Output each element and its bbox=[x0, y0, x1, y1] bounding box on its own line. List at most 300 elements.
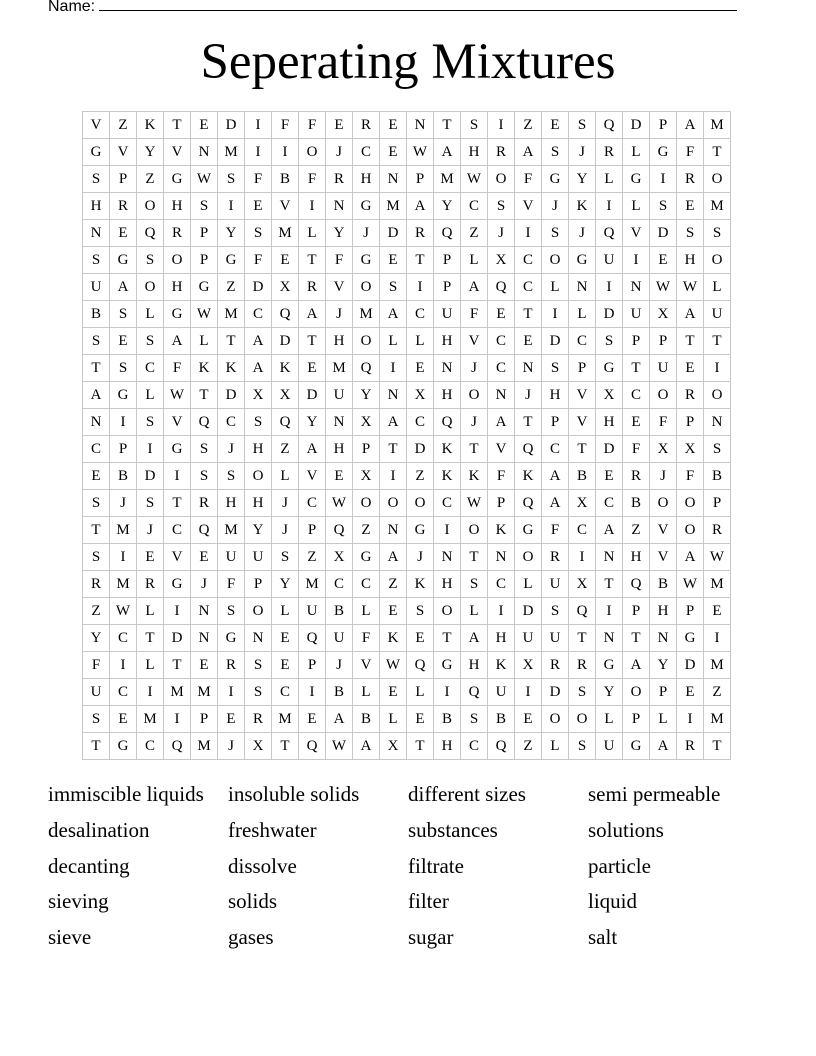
grid-cell: Y bbox=[245, 517, 272, 544]
grid-cell: R bbox=[542, 652, 569, 679]
grid-row bbox=[83, 598, 731, 625]
grid-row bbox=[83, 274, 731, 301]
grid-cell: L bbox=[137, 598, 164, 625]
grid-cell: X bbox=[353, 409, 380, 436]
grid-cell: X bbox=[596, 382, 623, 409]
grid-cell: W bbox=[191, 166, 218, 193]
grid-cell: V bbox=[650, 517, 677, 544]
grid-cell: H bbox=[434, 328, 461, 355]
grid-cell: E bbox=[272, 652, 299, 679]
grid-cell: P bbox=[407, 166, 434, 193]
grid-cell: X bbox=[677, 436, 704, 463]
grid-cell: U bbox=[434, 301, 461, 328]
grid-cell: E bbox=[299, 355, 326, 382]
grid-cell: L bbox=[353, 679, 380, 706]
grid-cell: K bbox=[407, 571, 434, 598]
grid-cell: X bbox=[326, 544, 353, 571]
grid-cell: D bbox=[677, 652, 704, 679]
grid-cell: S bbox=[272, 544, 299, 571]
grid-cell: E bbox=[218, 706, 245, 733]
grid-cell: J bbox=[542, 193, 569, 220]
grid-cell: X bbox=[407, 382, 434, 409]
grid-cell: S bbox=[569, 112, 596, 139]
grid-cell: R bbox=[191, 490, 218, 517]
grid-cell: M bbox=[218, 139, 245, 166]
grid-cell: N bbox=[569, 274, 596, 301]
grid-cell: O bbox=[137, 193, 164, 220]
grid-cell: Z bbox=[299, 544, 326, 571]
grid-cell: X bbox=[569, 571, 596, 598]
grid-cell: F bbox=[542, 517, 569, 544]
grid-cell: S bbox=[488, 193, 515, 220]
grid-cell: O bbox=[245, 598, 272, 625]
grid-cell: R bbox=[677, 166, 704, 193]
grid-cell: T bbox=[407, 247, 434, 274]
grid-cell: E bbox=[677, 355, 704, 382]
grid-cell: O bbox=[542, 247, 569, 274]
grid-cell: S bbox=[677, 220, 704, 247]
grid-cell: V bbox=[326, 274, 353, 301]
grid-cell: G bbox=[110, 382, 137, 409]
grid-cell: A bbox=[299, 301, 326, 328]
grid-cell: C bbox=[488, 571, 515, 598]
grid-cell: S bbox=[380, 274, 407, 301]
grid-cell: K bbox=[515, 463, 542, 490]
grid-cell: V bbox=[461, 328, 488, 355]
grid-cell: J bbox=[515, 382, 542, 409]
grid-cell: I bbox=[677, 706, 704, 733]
grid-row bbox=[83, 328, 731, 355]
grid-cell: F bbox=[164, 355, 191, 382]
grid-cell: Y bbox=[650, 652, 677, 679]
grid-cell: J bbox=[488, 220, 515, 247]
grid-cell: P bbox=[434, 247, 461, 274]
grid-cell: D bbox=[623, 112, 650, 139]
grid-row bbox=[83, 382, 731, 409]
grid-cell: O bbox=[353, 328, 380, 355]
grid-cell: U bbox=[542, 625, 569, 652]
grid-cell: D bbox=[218, 382, 245, 409]
grid-cell: M bbox=[704, 193, 731, 220]
grid-cell: R bbox=[245, 706, 272, 733]
grid-cell: P bbox=[245, 571, 272, 598]
grid-cell: C bbox=[110, 625, 137, 652]
grid-row bbox=[83, 301, 731, 328]
grid-cell: O bbox=[704, 382, 731, 409]
grid-cell: S bbox=[83, 706, 110, 733]
grid-cell: E bbox=[704, 598, 731, 625]
grid-cell: H bbox=[83, 193, 110, 220]
grid-cell: C bbox=[515, 247, 542, 274]
grid-cell: I bbox=[407, 274, 434, 301]
grid-cell: G bbox=[623, 733, 650, 760]
grid-cell: L bbox=[650, 706, 677, 733]
grid-cell: B bbox=[623, 490, 650, 517]
grid-cell: T bbox=[677, 328, 704, 355]
word-bank-item: substances bbox=[408, 817, 498, 842]
grid-cell: W bbox=[461, 166, 488, 193]
grid-cell: T bbox=[191, 382, 218, 409]
grid-cell: J bbox=[137, 517, 164, 544]
grid-cell: T bbox=[164, 112, 191, 139]
grid-cell: B bbox=[434, 706, 461, 733]
grid-cell: A bbox=[542, 463, 569, 490]
grid-cell: K bbox=[434, 463, 461, 490]
grid-cell: H bbox=[245, 436, 272, 463]
grid-cell: V bbox=[569, 409, 596, 436]
grid-cell: T bbox=[407, 733, 434, 760]
grid-cell: F bbox=[218, 571, 245, 598]
word-bank-item: solutions bbox=[588, 817, 664, 842]
grid-cell: M bbox=[704, 112, 731, 139]
grid-cell: E bbox=[272, 625, 299, 652]
grid-cell: C bbox=[488, 355, 515, 382]
grid-cell: S bbox=[191, 463, 218, 490]
grid-cell: G bbox=[164, 436, 191, 463]
grid-cell: J bbox=[272, 490, 299, 517]
grid-cell: D bbox=[218, 112, 245, 139]
grid-cell: D bbox=[596, 301, 623, 328]
grid-cell: A bbox=[596, 517, 623, 544]
grid-cell: C bbox=[272, 679, 299, 706]
grid-cell: G bbox=[164, 571, 191, 598]
grid-cell: R bbox=[110, 193, 137, 220]
grid-cell: O bbox=[353, 274, 380, 301]
grid-cell: I bbox=[650, 166, 677, 193]
grid-cell: C bbox=[569, 517, 596, 544]
grid-cell: S bbox=[83, 247, 110, 274]
grid-row bbox=[83, 193, 731, 220]
grid-cell: C bbox=[407, 301, 434, 328]
grid-cell: O bbox=[461, 517, 488, 544]
grid-cell: H bbox=[164, 274, 191, 301]
grid-cell: N bbox=[380, 166, 407, 193]
name-label: Name: bbox=[48, 0, 96, 15]
grid-cell: M bbox=[191, 733, 218, 760]
grid-cell: N bbox=[623, 274, 650, 301]
grid-cell: N bbox=[488, 544, 515, 571]
grid-cell: N bbox=[83, 409, 110, 436]
grid-cell: O bbox=[677, 490, 704, 517]
grid-cell: C bbox=[110, 679, 137, 706]
grid-cell: L bbox=[380, 706, 407, 733]
grid-cell: M bbox=[434, 166, 461, 193]
grid-cell: E bbox=[191, 112, 218, 139]
grid-cell: H bbox=[353, 166, 380, 193]
grid-cell: M bbox=[218, 517, 245, 544]
grid-cell: L bbox=[515, 571, 542, 598]
grid-cell: R bbox=[569, 652, 596, 679]
grid-cell: E bbox=[110, 328, 137, 355]
grid-row bbox=[83, 355, 731, 382]
grid-cell: H bbox=[542, 382, 569, 409]
grid-cell: S bbox=[191, 193, 218, 220]
grid-cell: S bbox=[137, 328, 164, 355]
grid-cell: N bbox=[488, 382, 515, 409]
grid-cell: L bbox=[191, 328, 218, 355]
grid-cell: H bbox=[434, 733, 461, 760]
grid-cell: S bbox=[245, 220, 272, 247]
grid-cell: P bbox=[110, 436, 137, 463]
grid-cell: D bbox=[407, 436, 434, 463]
grid-cell: N bbox=[326, 193, 353, 220]
grid-cell: E bbox=[542, 112, 569, 139]
grid-cell: H bbox=[596, 409, 623, 436]
grid-cell: T bbox=[299, 328, 326, 355]
grid-cell: S bbox=[218, 598, 245, 625]
grid-cell: S bbox=[704, 220, 731, 247]
grid-cell: T bbox=[569, 436, 596, 463]
grid-cell: E bbox=[380, 247, 407, 274]
grid-cell: Y bbox=[272, 571, 299, 598]
grid-cell: C bbox=[299, 490, 326, 517]
grid-cell: A bbox=[461, 274, 488, 301]
grid-cell: A bbox=[407, 193, 434, 220]
grid-cell: I bbox=[299, 679, 326, 706]
grid-cell: Z bbox=[623, 517, 650, 544]
grid-cell: A bbox=[245, 355, 272, 382]
grid-cell: T bbox=[83, 517, 110, 544]
grid-cell: W bbox=[380, 652, 407, 679]
grid-cell: Q bbox=[488, 733, 515, 760]
grid-cell: J bbox=[218, 436, 245, 463]
word-bank-item: filtrate bbox=[408, 853, 464, 878]
grid-cell: S bbox=[110, 301, 137, 328]
grid-cell: F bbox=[245, 166, 272, 193]
grid-cell: D bbox=[164, 625, 191, 652]
grid-cell: J bbox=[110, 490, 137, 517]
grid-cell: L bbox=[704, 274, 731, 301]
grid-cell: Z bbox=[137, 166, 164, 193]
grid-cell: T bbox=[704, 328, 731, 355]
name-underline bbox=[99, 0, 737, 11]
grid-cell: W bbox=[407, 139, 434, 166]
grid-cell: Q bbox=[137, 220, 164, 247]
grid-cell: P bbox=[542, 409, 569, 436]
grid-cell: S bbox=[83, 328, 110, 355]
grid-cell: A bbox=[623, 652, 650, 679]
grid-cell: O bbox=[650, 382, 677, 409]
grid-cell: C bbox=[461, 193, 488, 220]
grid-cell: I bbox=[110, 544, 137, 571]
grid-cell: H bbox=[434, 382, 461, 409]
grid-cell: J bbox=[407, 544, 434, 571]
grid-cell: P bbox=[650, 112, 677, 139]
grid-cell: A bbox=[245, 328, 272, 355]
grid-cell: I bbox=[488, 598, 515, 625]
grid-cell: O bbox=[164, 247, 191, 274]
grid-cell: G bbox=[596, 652, 623, 679]
grid-cell: O bbox=[434, 598, 461, 625]
grid-cell: V bbox=[623, 220, 650, 247]
grid-cell: A bbox=[650, 733, 677, 760]
grid-cell: R bbox=[326, 166, 353, 193]
grid-cell: Q bbox=[164, 733, 191, 760]
word-bank-item: different sizes bbox=[408, 782, 526, 806]
grid-cell: R bbox=[677, 382, 704, 409]
grid-cell: F bbox=[326, 247, 353, 274]
page-title: Seperating Mixtures bbox=[200, 34, 616, 90]
grid-cell: E bbox=[110, 706, 137, 733]
grid-cell: G bbox=[515, 517, 542, 544]
grid-cell: J bbox=[326, 301, 353, 328]
grid-cell: S bbox=[110, 355, 137, 382]
grid-cell: M bbox=[704, 652, 731, 679]
grid-cell: L bbox=[380, 328, 407, 355]
grid-cell: A bbox=[353, 733, 380, 760]
grid-cell: G bbox=[569, 247, 596, 274]
grid-cell: C bbox=[353, 139, 380, 166]
grid-cell: A bbox=[326, 706, 353, 733]
grid-cell: T bbox=[434, 112, 461, 139]
grid-cell: P bbox=[191, 247, 218, 274]
grid-cell: G bbox=[353, 193, 380, 220]
word-bank-item: immiscible liquids bbox=[48, 782, 204, 806]
grid-row bbox=[83, 517, 731, 544]
grid-cell: I bbox=[623, 247, 650, 274]
grid-cell: B bbox=[569, 463, 596, 490]
grid-cell: G bbox=[677, 625, 704, 652]
grid-cell: I bbox=[164, 463, 191, 490]
grid-cell: S bbox=[137, 409, 164, 436]
grid-cell: G bbox=[110, 733, 137, 760]
grid-cell: W bbox=[677, 571, 704, 598]
grid-cell: Q bbox=[515, 490, 542, 517]
grid-cell: I bbox=[110, 652, 137, 679]
grid-cell: A bbox=[434, 139, 461, 166]
grid-cell: Q bbox=[299, 625, 326, 652]
grid-cell: R bbox=[542, 544, 569, 571]
grid-cell: K bbox=[488, 517, 515, 544]
grid-cell: F bbox=[272, 112, 299, 139]
grid-cell: F bbox=[353, 625, 380, 652]
grid-cell: E bbox=[380, 679, 407, 706]
grid-row bbox=[83, 409, 731, 436]
grid-cell: T bbox=[704, 733, 731, 760]
grid-cell: J bbox=[569, 139, 596, 166]
grid-cell: T bbox=[461, 544, 488, 571]
grid-cell: K bbox=[380, 625, 407, 652]
grid-cell: E bbox=[380, 139, 407, 166]
grid-cell: S bbox=[569, 733, 596, 760]
grid-cell: I bbox=[704, 625, 731, 652]
grid-cell: G bbox=[353, 544, 380, 571]
grid-cell: X bbox=[272, 382, 299, 409]
grid-cell: B bbox=[326, 598, 353, 625]
grid-cell: T bbox=[83, 733, 110, 760]
grid-cell: A bbox=[164, 328, 191, 355]
grid-cell: C bbox=[407, 409, 434, 436]
grid-cell: Y bbox=[83, 625, 110, 652]
grid-cell: U bbox=[326, 382, 353, 409]
grid-cell: L bbox=[137, 301, 164, 328]
grid-cell: P bbox=[650, 328, 677, 355]
grid-cell: D bbox=[245, 274, 272, 301]
grid-cell: N bbox=[191, 598, 218, 625]
grid-cell: N bbox=[380, 382, 407, 409]
grid-cell: T bbox=[623, 625, 650, 652]
grid-cell: K bbox=[218, 355, 245, 382]
grid-row bbox=[83, 679, 731, 706]
word-bank-item: liquid bbox=[588, 889, 638, 914]
grid-cell: M bbox=[110, 517, 137, 544]
grid-cell: U bbox=[83, 679, 110, 706]
grid-cell: Q bbox=[299, 733, 326, 760]
grid-cell: Q bbox=[353, 355, 380, 382]
grid-cell: I bbox=[380, 463, 407, 490]
grid-cell: V bbox=[488, 436, 515, 463]
word-bank-item: dissolve bbox=[228, 853, 297, 878]
grid-cell: E bbox=[407, 625, 434, 652]
word-bank-item: solids bbox=[228, 889, 278, 914]
grid-cell: D bbox=[542, 328, 569, 355]
grid-cell: W bbox=[461, 490, 488, 517]
grid-cell: E bbox=[407, 706, 434, 733]
grid-cell: P bbox=[623, 598, 650, 625]
grid-cell: E bbox=[191, 544, 218, 571]
grid-cell: P bbox=[191, 706, 218, 733]
grid-cell: S bbox=[191, 436, 218, 463]
grid-cell: P bbox=[677, 598, 704, 625]
grid-cell: V bbox=[83, 112, 110, 139]
grid-cell: E bbox=[191, 652, 218, 679]
grid-row bbox=[83, 544, 731, 571]
grid-cell: L bbox=[353, 598, 380, 625]
grid-cell: I bbox=[596, 598, 623, 625]
grid-cell: A bbox=[110, 274, 137, 301]
grid-cell: F bbox=[461, 301, 488, 328]
grid-cell: R bbox=[353, 112, 380, 139]
grid-cell: G bbox=[191, 274, 218, 301]
grid-cell: T bbox=[83, 355, 110, 382]
grid-cell: L bbox=[461, 247, 488, 274]
grid-cell: I bbox=[218, 679, 245, 706]
grid-cell: W bbox=[326, 733, 353, 760]
grid-cell: O bbox=[488, 166, 515, 193]
word-bank-item: semi permeable bbox=[588, 782, 721, 806]
grid-cell: Y bbox=[596, 679, 623, 706]
grid-cell: B bbox=[110, 463, 137, 490]
grid-cell: T bbox=[569, 625, 596, 652]
grid-cell: D bbox=[272, 328, 299, 355]
grid-cell: T bbox=[704, 139, 731, 166]
grid-cell: C bbox=[515, 274, 542, 301]
grid-cell: C bbox=[353, 571, 380, 598]
grid-cell: W bbox=[677, 274, 704, 301]
grid-cell: T bbox=[218, 328, 245, 355]
grid-cell: I bbox=[488, 112, 515, 139]
grid-cell: L bbox=[299, 220, 326, 247]
grid-cell: X bbox=[245, 382, 272, 409]
grid-cell: M bbox=[164, 679, 191, 706]
grid-cell: R bbox=[164, 220, 191, 247]
grid-cell: I bbox=[164, 706, 191, 733]
grid-cell: Q bbox=[515, 436, 542, 463]
grid-cell: E bbox=[326, 463, 353, 490]
grid-cell: L bbox=[623, 139, 650, 166]
grid-cell: R bbox=[623, 463, 650, 490]
grid-cell: O bbox=[407, 490, 434, 517]
grid-cell: S bbox=[407, 598, 434, 625]
grid-cell: G bbox=[596, 355, 623, 382]
grid-cell: O bbox=[299, 139, 326, 166]
grid-cell: Z bbox=[110, 112, 137, 139]
grid-cell: E bbox=[623, 409, 650, 436]
grid-cell: H bbox=[461, 139, 488, 166]
grid-cell: O bbox=[650, 490, 677, 517]
grid-cell: U bbox=[299, 598, 326, 625]
grid-cell: C bbox=[164, 517, 191, 544]
